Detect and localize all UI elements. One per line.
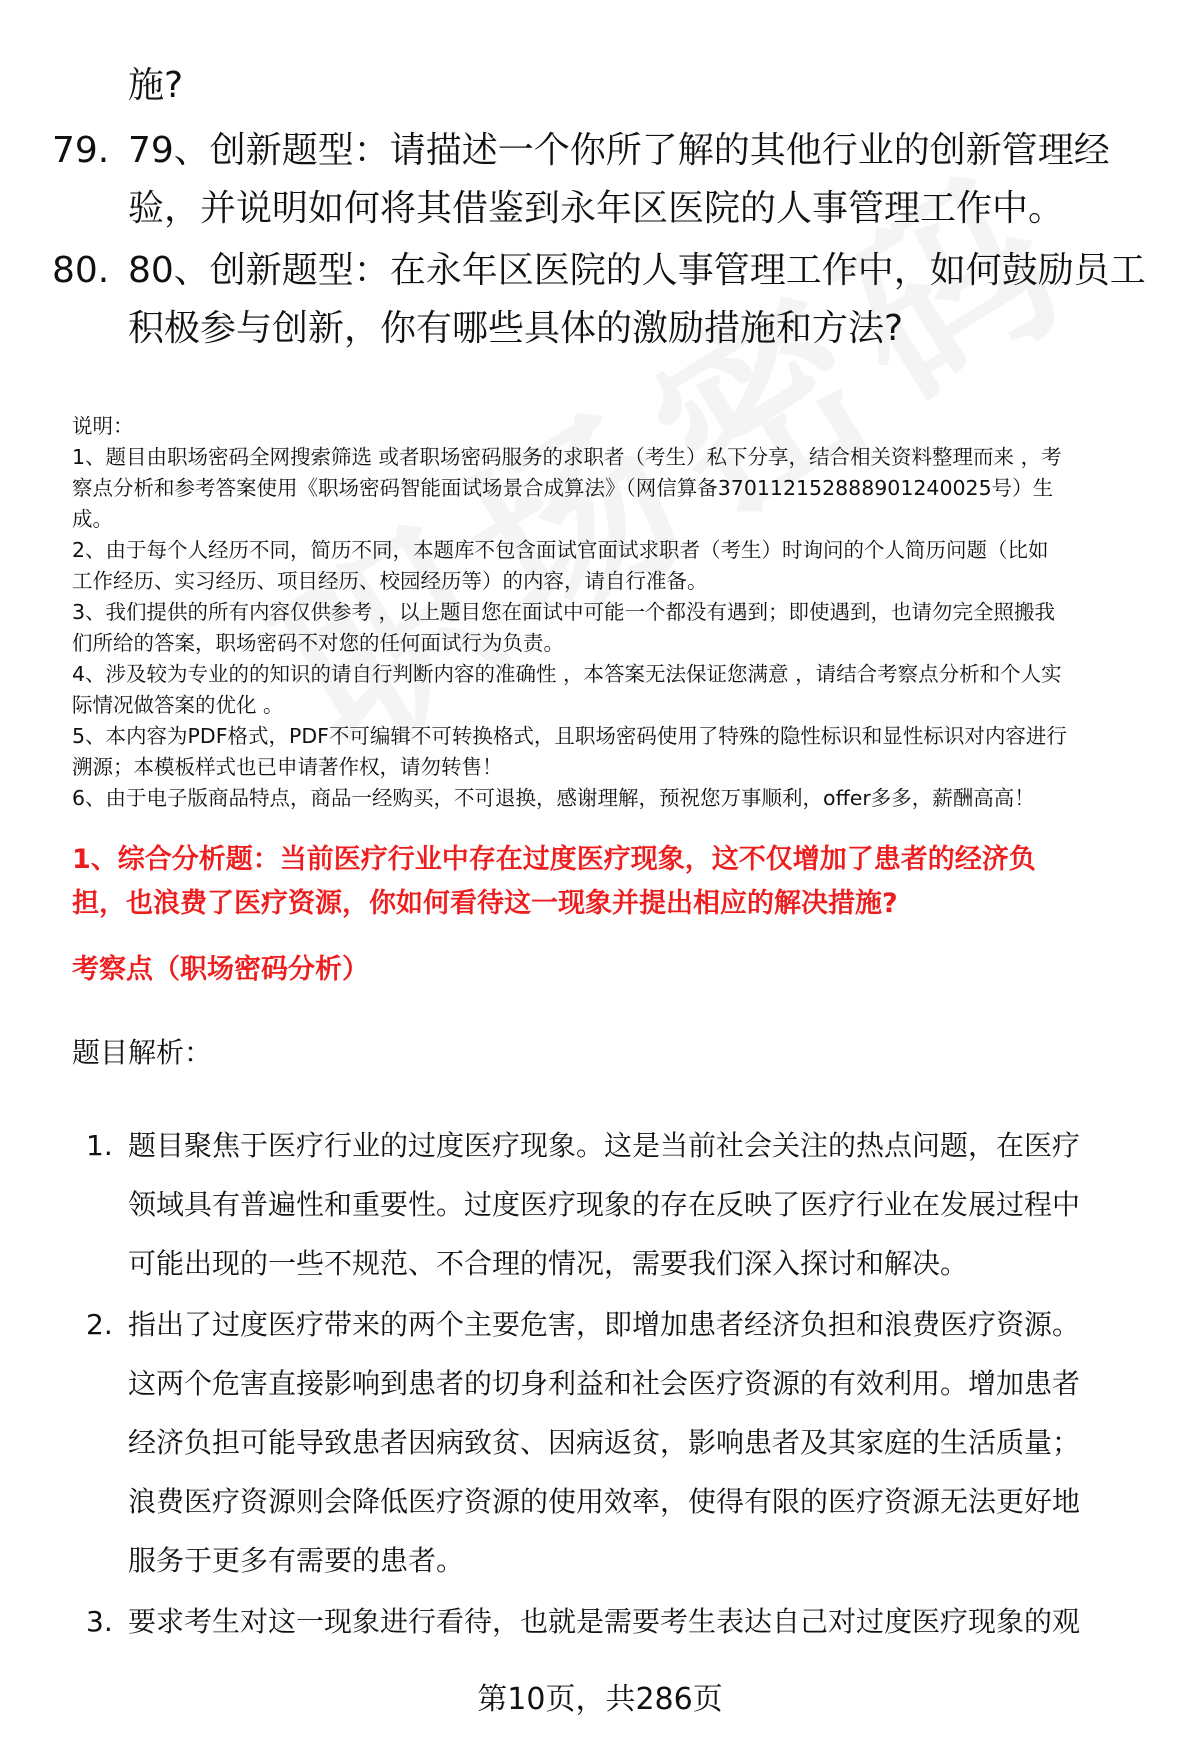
title-line: 1、综合分析题：当前医疗行业中存在过度医疗现象，这不仅增加了患者的经济负 bbox=[72, 844, 1036, 875]
item-text bbox=[128, 1295, 1148, 1590]
item-line: 经济负担可能导致患者因病致贫、因病返贫，影响患者及其家庭的生活质量； bbox=[128, 1426, 1081, 1459]
notes-line: 5、本内容为PDF格式，PDF不可编辑不可转换格式，且职场密码使用了特殊的隐性标识和显性标识对内容进行 bbox=[72, 724, 1067, 748]
question-line: 80、创新题型：在永年区医院的人事管理工作中，如何鼓励员工 bbox=[128, 250, 1146, 291]
item-line: 服务于更多有需要的患者。 bbox=[128, 1544, 465, 1577]
item-line: 要求考生对这一现象进行看待，也就是需要考生表达自己对过度医疗现象的观 bbox=[128, 1605, 1081, 1638]
question-line: 验，并说明如何将其借鉴到永年区医院的人事管理工作中。 bbox=[128, 188, 1065, 229]
item-line: 指出了过度医疗带来的两个主要危害，即增加患者经济负担和浪费医疗资源。 bbox=[128, 1308, 1081, 1341]
item-line: 可能出现的一些不规范、不合理的情况，需要我们深入探讨和解决。 bbox=[128, 1247, 969, 1280]
notes-line: 1、题目由职场密码全网搜索筛选 或者职场密码服务的求职者（考生）私下分享，结合相关资料整理而来 ，考 bbox=[72, 445, 1062, 469]
analysis-label: 题目解析： bbox=[72, 1036, 213, 1069]
notes-line: 6、由于电子版商品特点，商品一经购买，不可退换，感谢理解，预祝您万事顺利，offer多多，薪酬高高！ bbox=[72, 786, 1035, 810]
question-1-title bbox=[72, 838, 1142, 926]
notes-line: 4、涉及较为专业的的知识的请自行判断内容的准确性 ，本答案无法保证您满意 ，请结合考察点分析和个人实 bbox=[72, 662, 1062, 686]
notes-section bbox=[72, 411, 1162, 814]
notes-line: 们所给的答案，职场密码不对您的任何面试行为负责。 bbox=[72, 631, 564, 655]
question-1-subtitle: 考察点（职场密码分析） bbox=[72, 954, 369, 985]
question-line: 积极参与创新，你有哪些具体的激励措施和方法? bbox=[128, 308, 904, 349]
item-number: 3. bbox=[86, 1605, 113, 1638]
item-text bbox=[128, 1592, 1148, 1651]
notes-line: 工作经历、实习经历、项目经历、校园经历等）的内容，请自行准备。 bbox=[72, 569, 708, 593]
item-line: 浪费医疗资源则会降低医疗资源的使用效率，使得有限的医疗资源无法更好地 bbox=[128, 1485, 1081, 1518]
item-number: 1. bbox=[86, 1129, 113, 1162]
question-78-continuation: 施? bbox=[128, 65, 184, 106]
notes-line: 察点分析和参考答案使用《职场密码智能面试场景合成算法》（网信算备370112152888901240025号）生 bbox=[72, 476, 1054, 500]
item-line: 领域具有普遍性和重要性。过度医疗现象的存在反映了医疗行业在发展过程中 bbox=[128, 1188, 1081, 1221]
question-text bbox=[128, 242, 1158, 358]
page-footer: 第10页，共286页 bbox=[477, 1682, 723, 1717]
item-line: 这两个危害直接影响到患者的切身利益和社会医疗资源的有效利用。增加患者 bbox=[128, 1367, 1081, 1400]
question-text bbox=[128, 122, 1158, 238]
question-number: 80. bbox=[52, 250, 110, 291]
notes-heading: 说明： bbox=[72, 414, 134, 438]
item-line: 题目聚焦于医疗行业的过度医疗现象。这是当前社会关注的热点问题，在医疗 bbox=[128, 1129, 1081, 1162]
notes-line: 2、由于每个人经历不同，简历不同，本题库不包含面试官面试求职者（考生）时询问的个人简历问题（比如 bbox=[72, 538, 1049, 562]
question-line: 79、创新题型：请描述一个你所了解的其他行业的创新管理经 bbox=[128, 130, 1110, 171]
question-number: 79. bbox=[52, 130, 110, 171]
notes-line: 际情况做答案的优化 。 bbox=[72, 693, 284, 717]
title-line: 担，也浪费了医疗资源，你如何看待这一现象并提出相应的解决措施? bbox=[72, 888, 898, 919]
notes-line: 3、我们提供的所有内容仅供参考 ，以上题目您在面试中可能一个都没有遇到；即使遇到，也请勿完全照搬我 bbox=[72, 600, 1056, 624]
notes-line: 溯源；本模板样式也已申请著作权，请勿转售！ bbox=[72, 755, 503, 779]
notes-line: 成。 bbox=[72, 507, 113, 531]
item-number: 2. bbox=[86, 1308, 113, 1341]
item-text bbox=[128, 1116, 1148, 1293]
